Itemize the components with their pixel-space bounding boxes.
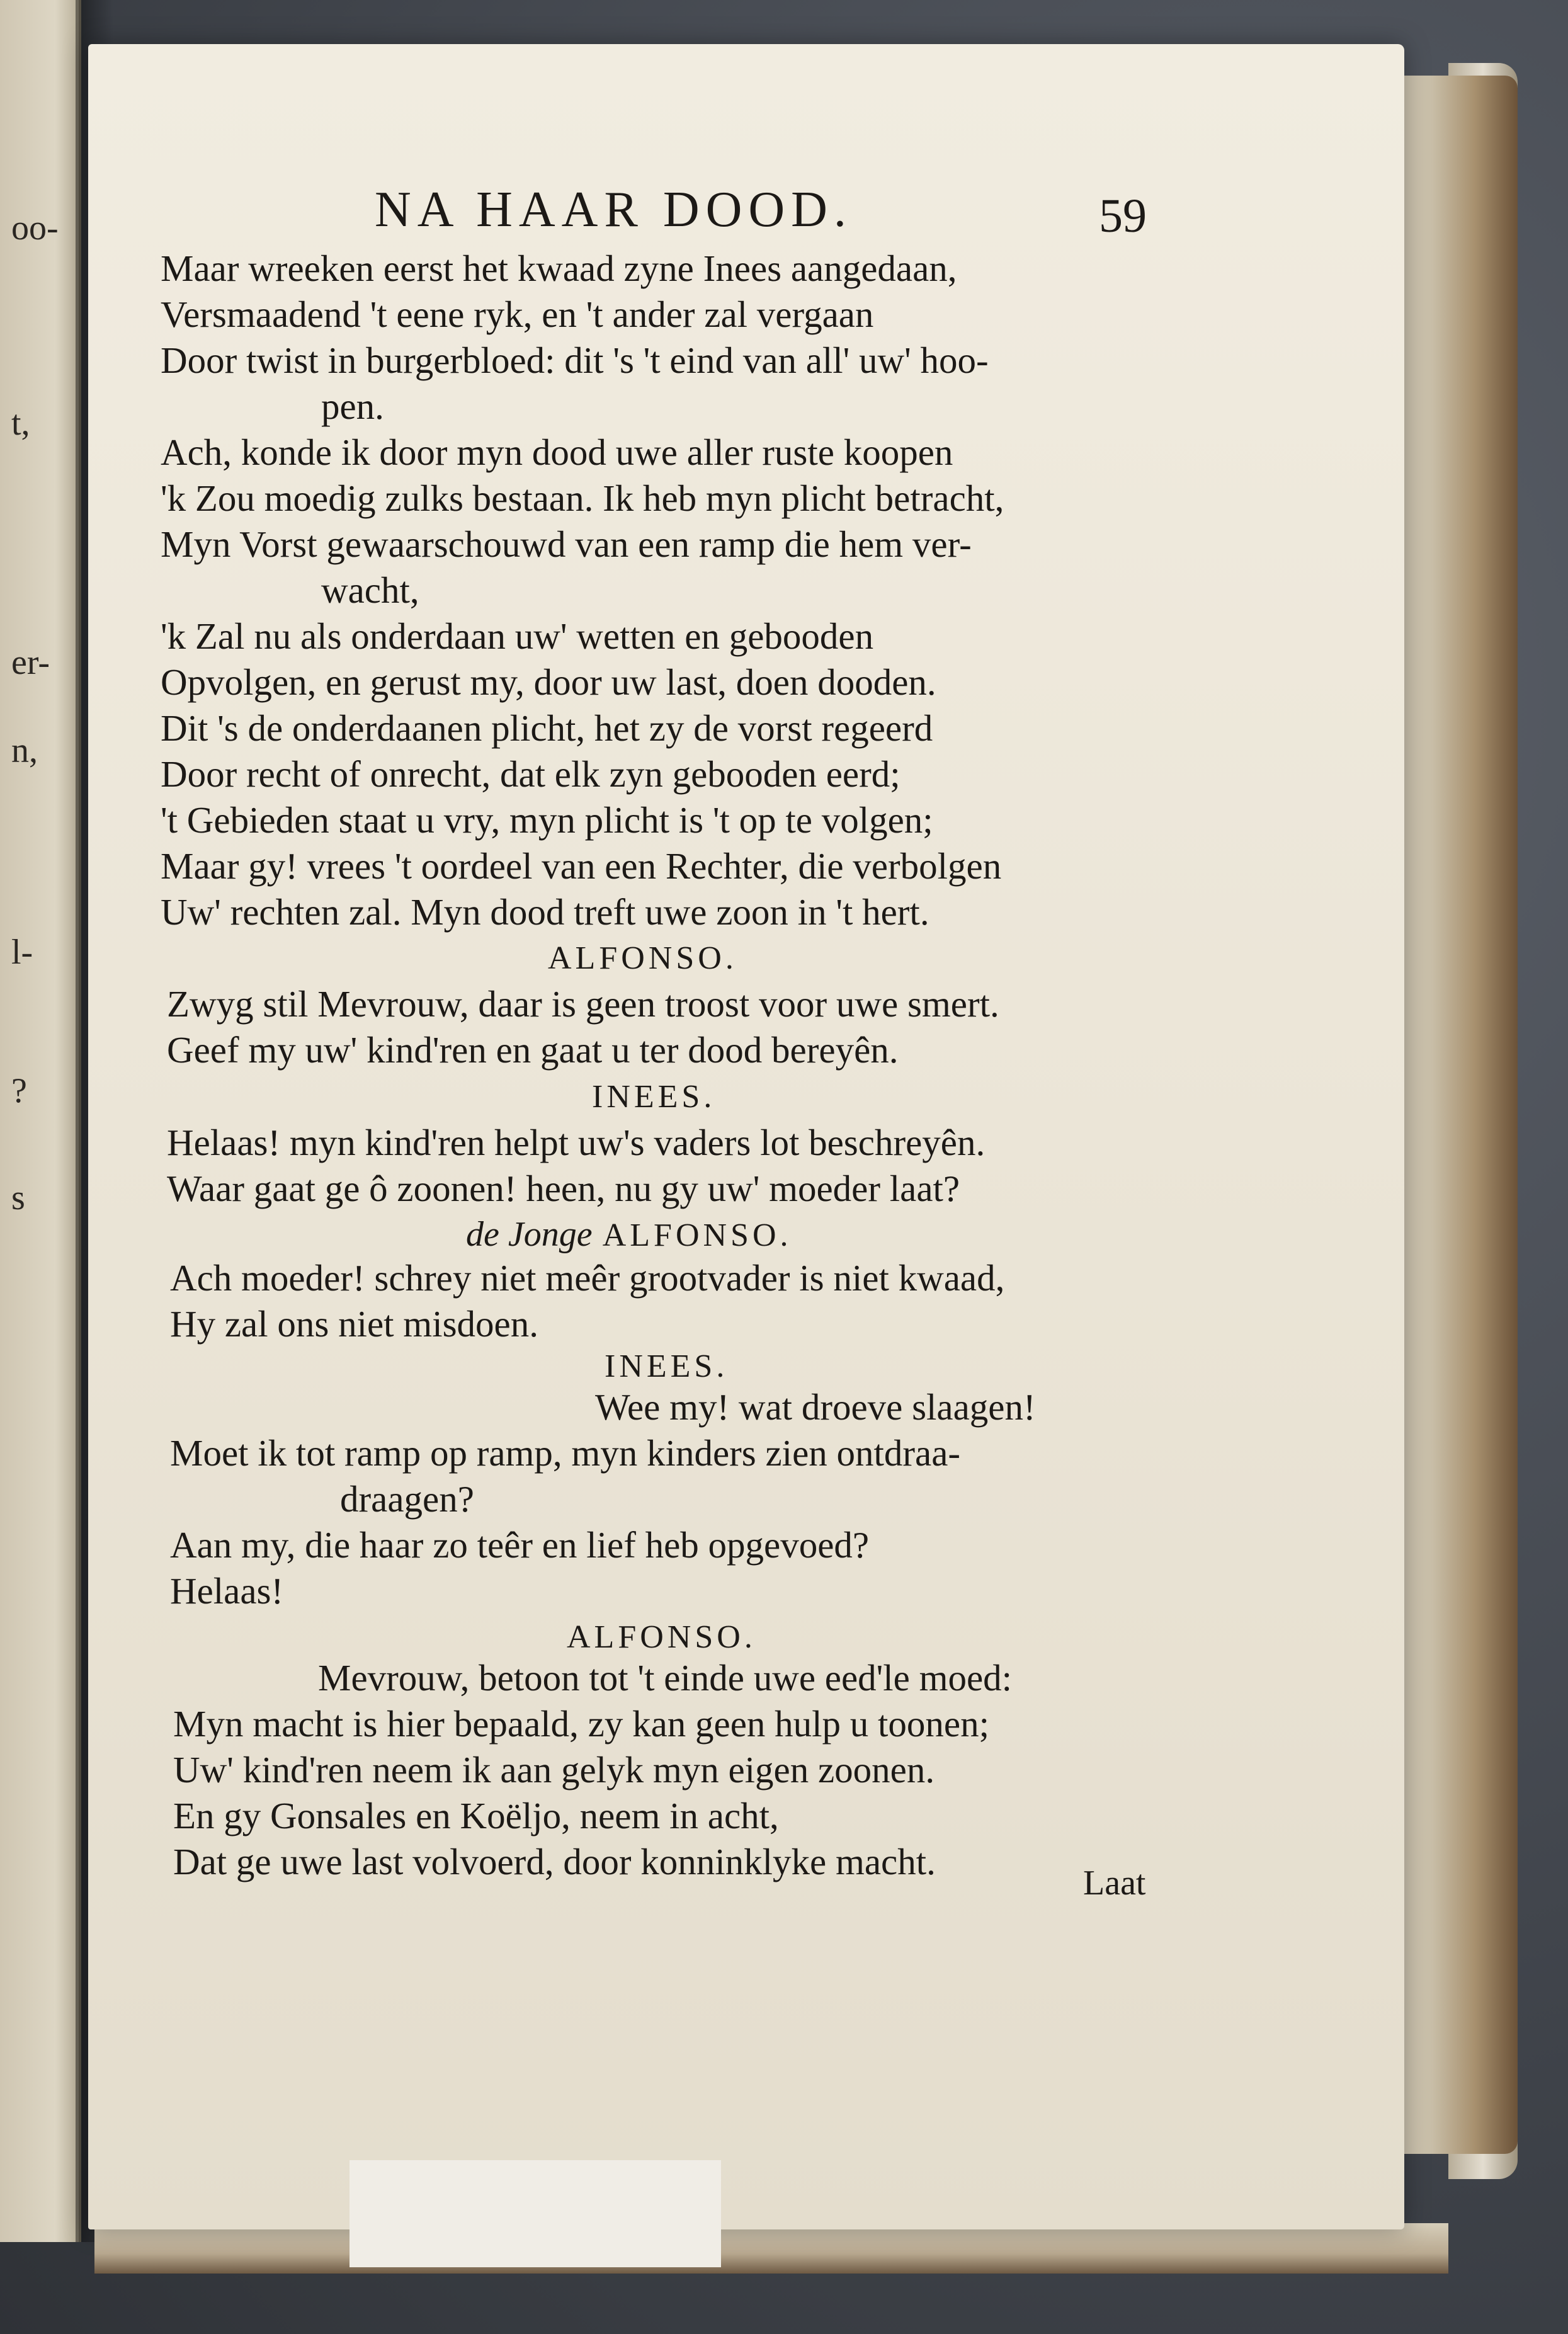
verse-line: pen. [321, 385, 384, 427]
fragment: n, [11, 731, 38, 770]
speaker-heading: INEES. [605, 1348, 729, 1384]
fragment: er- [11, 643, 50, 682]
fragment: l- [11, 933, 33, 972]
paper-tab [349, 2160, 721, 2267]
verse-line: Zwyg stil Mevrouw, daar is geen troost voor uwe smert. [167, 983, 999, 1025]
speaker-heading [466, 1214, 792, 1255]
verse-line: Waar gaat ge ô zoonen! heen, nu gy uw' moeder laat? [167, 1168, 960, 1209]
fragment: oo- [11, 208, 59, 248]
verse-line: Wee my! wat droeve slaagen! [595, 1386, 1036, 1428]
verse-line: Opvolgen, en gerust my, door uw last, doen dooden. [161, 661, 936, 703]
verse-line: Maar wreeken eerst het kwaad zyne Inees aangedaan, [161, 248, 957, 289]
verse-line: Myn Vorst gewaarschouwd van een ramp die hem ver- [161, 523, 972, 565]
verse-line: Maar gy! vrees 't oordeel van een Rechter, die verbolgen [161, 845, 1002, 887]
speaker-name: ALFONSO. [602, 1217, 792, 1253]
verse-line: Ach moeder! schrey niet meêr grootvader is niet kwaad, [170, 1257, 1005, 1299]
verse-line: Helaas! myn kind'ren helpt uw's vaders lot beschreyên. [167, 1122, 986, 1163]
verse-line: Uw' kind'ren neem ik aan gelyk myn eigen zoonen. [173, 1749, 935, 1790]
fragment: s [11, 1178, 25, 1217]
verse-line: En gy Gonsales en Koëljo, neem in acht, [173, 1795, 779, 1836]
verse-line: 'k Zal nu als onderdaan uw' wetten en gebooden [161, 615, 874, 657]
facing-page-left [0, 0, 81, 2242]
verse-line: Myn macht is hier bepaald, zy kan geen hulp u toonen; [173, 1703, 990, 1745]
verse-line: draagen? [340, 1478, 474, 1520]
verse-line: Door recht of onrecht, dat elk zyn gebooden eerd; [161, 753, 900, 795]
verse-line: Hy zal ons niet misdoen. [170, 1303, 538, 1345]
fragment: ? [11, 1071, 27, 1110]
verse-line: Versmaadend 't eene ryk, en 't ander zal vergaan [161, 293, 874, 335]
fragment: t, [11, 404, 30, 443]
verse-line: Mevrouw, betoon tot 't einde uwe eed'le moed: [318, 1657, 1013, 1699]
verse-line: Dit 's de onderdaanen plicht, het zy de vorst regeerd [161, 707, 933, 749]
verse-line: wacht, [321, 569, 419, 611]
verse-line: Aan my, die haar zo teêr en lief heb opgevoed? [170, 1524, 870, 1566]
page-number: 59 [1099, 190, 1147, 242]
verse-line: Door twist in burgerbloed: dit 's 't eind van all' uw' hoo- [161, 339, 989, 381]
verse-line: Moet ik tot ramp op ramp, myn kinders zien ontdraa- [170, 1432, 961, 1474]
verse-line: Dat ge uwe last volvoerd, door konninklyke macht. [173, 1841, 936, 1882]
speaker-heading: ALFONSO. [567, 1619, 756, 1655]
speaker-heading: INEES. [592, 1079, 716, 1115]
catchword: Laat [1083, 1864, 1146, 1903]
speaker-prefix: de Jonge [466, 1215, 593, 1254]
verse-line: Helaas! [170, 1570, 284, 1612]
verse-line: Geef my uw' kind'ren en gaat u ter dood bereyên. [167, 1029, 899, 1071]
bottom-page-edges [94, 2223, 1448, 2274]
verse-line: 'k Zou moedig zulks bestaan. Ik heb myn plicht betracht, [161, 477, 1004, 519]
verse-line: Uw' rechten zal. Myn dood treft uwe zoon in 't hert. [161, 891, 929, 933]
speaker-heading: ALFONSO. [548, 940, 737, 976]
verse-line: 't Gebieden staat u vry, myn plicht is 't op te volgen; [161, 799, 933, 841]
running-head: NA HAAR DOOD. [375, 182, 853, 237]
verse-line: Ach, konde ik door myn dood uwe aller ruste koopen [161, 431, 953, 473]
